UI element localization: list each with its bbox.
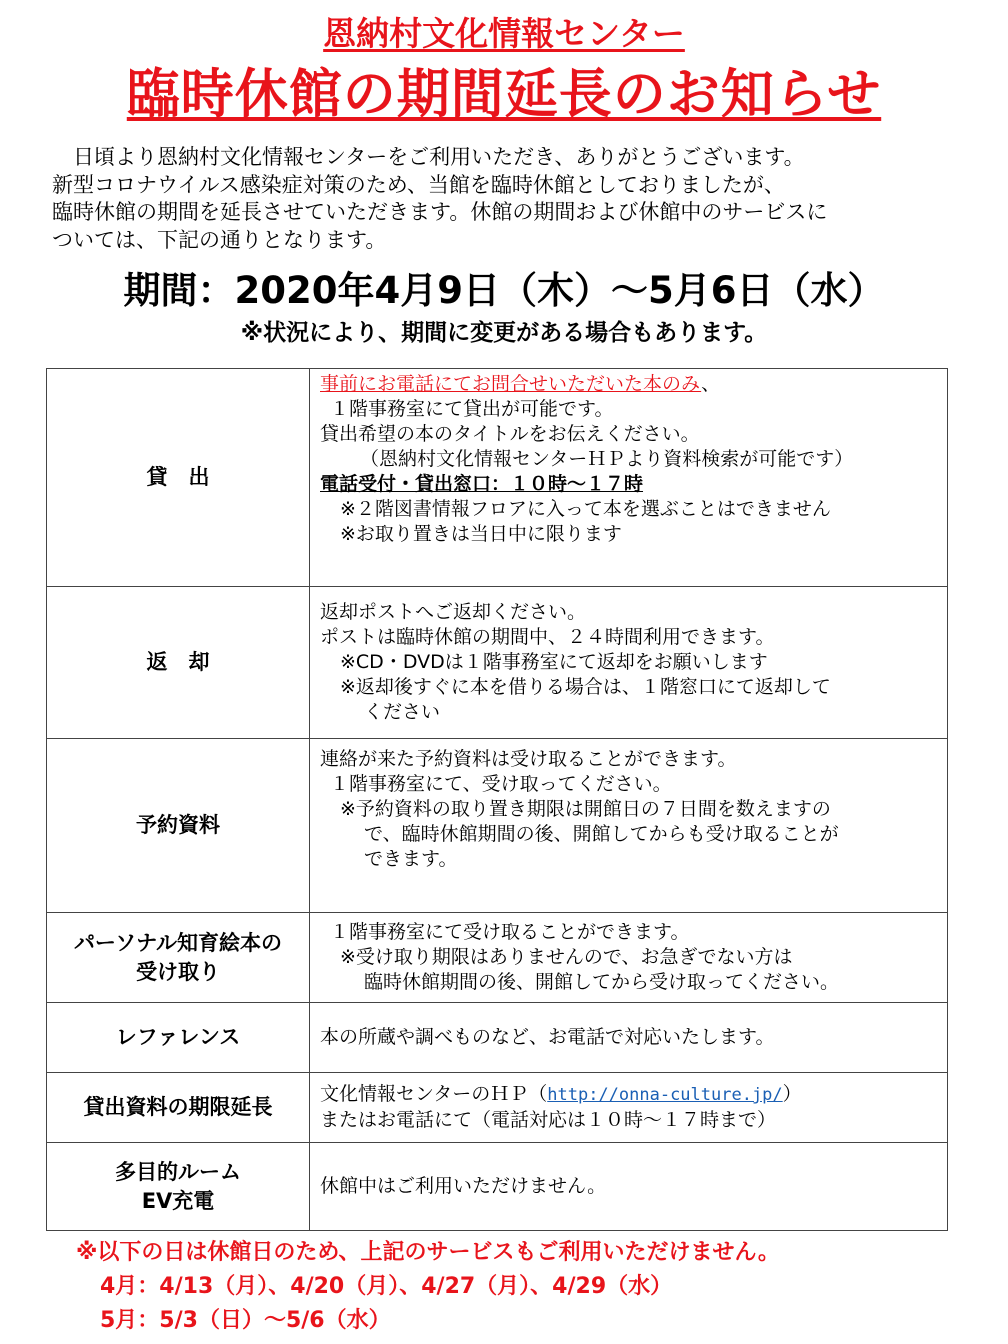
lending-line: １階事務室にて貸出が可能です。 [330, 398, 614, 420]
reference-line: 本の所蔵や調べものなど、お電話で対応いたします。 [320, 1026, 775, 1048]
returns-note: ※CD・DVDは１階事務室にて返却をお願いします [340, 651, 768, 673]
table-row [47, 1073, 948, 1143]
lending-condition-suffix: 、 [701, 373, 721, 395]
room-label-line: 多目的ルーム [115, 1159, 241, 1184]
room-label-line: EV充電 [141, 1188, 215, 1213]
lending-note: ※２階図書情報フロアに入って本を選ぶことはできません [340, 498, 831, 520]
service-label-personal [47, 913, 310, 1003]
table-row [47, 1143, 948, 1231]
services-table [46, 368, 948, 1231]
returns-line: ポストは臨時休館の期間中、２４時間利用できます。 [320, 626, 775, 648]
service-detail-reference [310, 1003, 948, 1073]
service-detail-lending [310, 369, 948, 587]
personal-label-line: パーソナル知育絵本の [73, 930, 283, 955]
intro-line: 臨時休館の期間を延長させていただきます。休館の期間および休館中のサービスに [52, 200, 828, 224]
center-name: 恩納村文化情報センター [323, 14, 685, 53]
personal-line: １階事務室にて受け取ることができます。 [330, 921, 690, 943]
reserved-line: 連絡が来た予約資料は受け取ることができます。 [320, 748, 737, 770]
table-row [47, 587, 948, 739]
lending-hours: 電話受付・貸出窓口：１０時～１７時 [320, 473, 644, 495]
personal-note: 臨時休館期間の後、開館してから受け取ってください。 [364, 971, 840, 993]
service-detail-reserved [310, 739, 948, 913]
lending-line: 貸出希望の本のタイトルをお伝えください。 [320, 423, 700, 445]
service-detail-extension [310, 1073, 948, 1143]
table-row [47, 369, 948, 587]
website-link[interactable]: http://onna-culture.jp/ [547, 1085, 783, 1105]
closed-days-april: 4月：4/13（月）、4/20（月）、4/27（月）、4/29（水） [100, 1274, 673, 1299]
lending-note: ※お取り置きは当日中に限ります [340, 523, 622, 545]
lending-line: （恩納村文化情報センターＨＰより資料検索が可能です） [360, 448, 854, 470]
service-label-room [47, 1143, 310, 1231]
period-note: ※状況により、期間に変更がある場合もあります。 [240, 320, 768, 346]
page-title: 臨時休館の期間延長のお知らせ [126, 64, 882, 125]
service-label-reference: レファレンス [47, 1003, 310, 1073]
table-row [47, 1003, 948, 1073]
table-row [47, 913, 948, 1003]
extension-line: またはお電話にて（電話対応は１０時～１７時まで） [320, 1109, 777, 1131]
table-row [47, 739, 948, 913]
service-label-extension: 貸出資料の期限延長 [47, 1073, 310, 1143]
closure-period: 期間：2020年4月9日（木）～5月6日（水） [123, 269, 885, 312]
reserved-line: １階事務室にて、受け取ってください。 [330, 773, 672, 795]
personal-note: ※受け取り期限はありませんので、お急ぎでない方は [340, 946, 793, 968]
intro-line: 日頃より恩納村文化情報センターをご利用いただき、ありがとうございます。 [52, 145, 805, 169]
service-detail-personal [310, 913, 948, 1003]
personal-label-line: 受け取り [136, 959, 220, 984]
service-detail-room [310, 1143, 948, 1231]
intro-line: 新型コロナウイルス感染症対策のため、当館を臨時休館としておりましたが、 [52, 172, 785, 197]
lending-condition: 事前にお電話にてお問合せいただいた本のみ [320, 373, 702, 395]
reserved-note: で、臨時休館期間の後、開館してからも受け取ることが [364, 823, 839, 845]
closed-days [76, 1236, 976, 1338]
intro-paragraph [52, 144, 952, 254]
extension-prefix: 文化情報センターのＨＰ（ [320, 1083, 548, 1105]
intro-line: ついては、下記の通りとなります。 [52, 227, 387, 252]
closed-days-may: 5月：5/3（日）～5/6（水） [100, 1308, 391, 1333]
returns-note: ※返却後すぐに本を借りる場合は、１階窓口にて返却して [340, 676, 831, 698]
service-label-reserved: 予約資料 [47, 739, 310, 913]
service-label-lending: 貸 出 [47, 369, 310, 587]
service-detail-returns [310, 587, 948, 739]
room-line: 休館中はご利用いただけません。 [320, 1175, 607, 1197]
service-label-returns: 返 却 [47, 587, 310, 739]
extension-suffix: ） [782, 1083, 802, 1105]
returns-line: 返却ポストへご返却ください。 [320, 601, 587, 623]
returns-note: ください [364, 701, 441, 723]
reserved-note: ※予約資料の取り置き期限は開館日の７日間を数えますの [340, 798, 831, 820]
closed-days-heading: ※以下の日は休館日のため、上記のサービスもご利用いただけません。 [76, 1240, 780, 1265]
reserved-note: できます。 [364, 848, 458, 870]
